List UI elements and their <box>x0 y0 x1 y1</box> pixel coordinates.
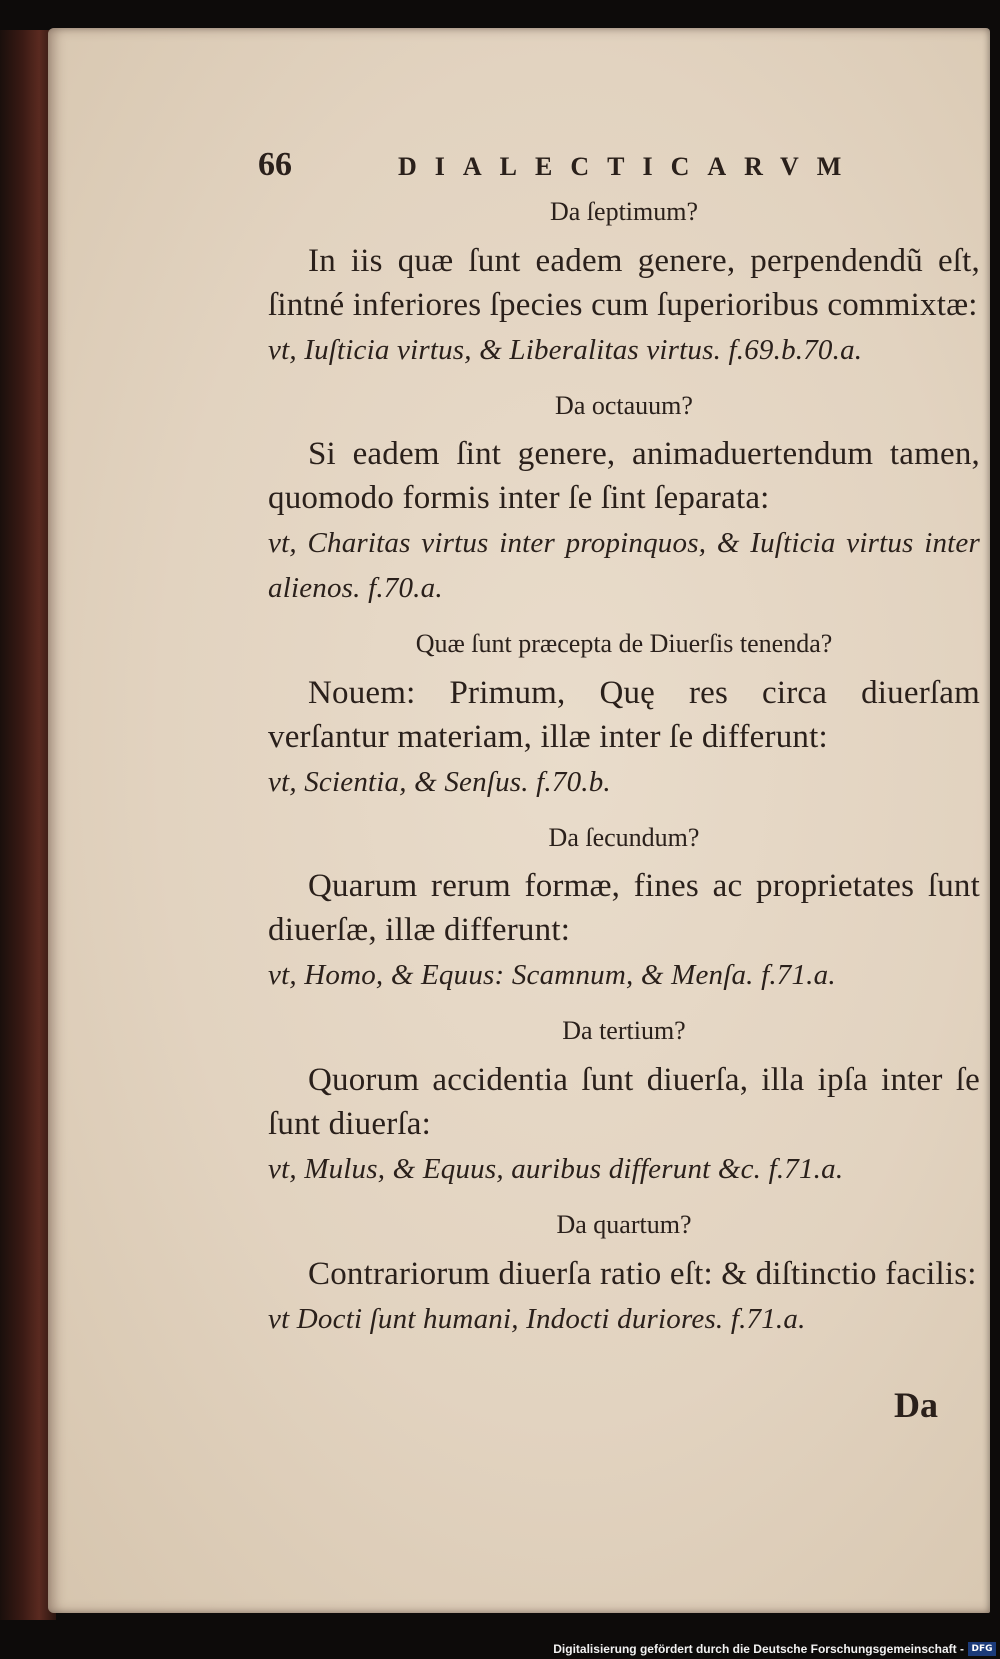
section <box>268 1011 980 1191</box>
footer-bar <box>0 1637 1000 1659</box>
answer <box>268 1252 980 1341</box>
example-text: vt, Mulus, & Equus, auribus differunt &c. f.71.a. <box>268 1152 844 1185</box>
question: Da quartum? <box>556 1209 692 1239</box>
running-head: DIALECTICARVM <box>398 152 860 181</box>
question: Da tertium? <box>562 1016 686 1046</box>
question: Da ſeptimum? <box>549 197 698 226</box>
section <box>268 624 980 804</box>
answer-text: In iis quæ ſunt eadem genere, perpendendũ eſt, ſintné inferiores ſpecies cum ſuperioribus commixtæ: <box>268 242 980 323</box>
page-content <box>268 192 980 1355</box>
answer <box>268 432 980 610</box>
answer <box>268 671 980 804</box>
section <box>268 1205 980 1341</box>
example-text: vt, Charitas virtus inter propinquos, & Iuſticia virtus inter alienos. f.70.a. <box>268 527 980 605</box>
answer-text: Si eadem ſint genere, animaduertendum tamen, quomodo formis inter ſe ſint ſeparata: <box>268 436 980 517</box>
answer <box>268 239 980 372</box>
catchword: Da <box>894 1385 938 1425</box>
example-text: vt Docti ſunt humani, Indocti duriores. f.71.a. <box>268 1302 806 1335</box>
page-header <box>258 146 868 186</box>
section <box>268 386 980 611</box>
page-number: 66 <box>258 146 292 183</box>
question: Quæ ſunt præcepta de Diuerſis tenenda? <box>415 629 833 659</box>
answer-text: Contrariorum diuerſa ratio eſt: & diſtinctio facilis: <box>308 1255 977 1292</box>
answer <box>268 1058 980 1191</box>
dfg-logo: DFG <box>968 1642 996 1656</box>
example-text: vt, Scientia, & Senſus. f.70.b. <box>268 765 611 798</box>
question: Da ſecundum? <box>548 822 700 852</box>
answer-text: Quarum rerum formæ, fines ac proprietates ſunt diuerſæ, illæ differunt: <box>268 868 980 949</box>
funding-credit: Digitalisierung gefördert durch die Deutsche Forschungsgemeinschaft - <box>553 1642 964 1656</box>
answer <box>268 864 980 997</box>
example-text: vt, Iuſticia virtus, & Liberalitas virtus. f.69.b.70.a. <box>268 333 863 366</box>
section <box>268 192 980 372</box>
section <box>268 818 980 998</box>
example-text: vt, Homo, & Equus: Scamnum, & Menſa. f.71.a. <box>268 959 836 992</box>
answer-text: Nouem: Primum, Quę res circa diuerſam verſantur materiam, illæ inter ſe differunt: <box>268 674 980 755</box>
question: Da octauum? <box>555 390 693 420</box>
answer-text: Quorum accidentia ſunt diuerſa, illa ipſa inter ſe ſunt diuerſa: <box>268 1061 980 1142</box>
